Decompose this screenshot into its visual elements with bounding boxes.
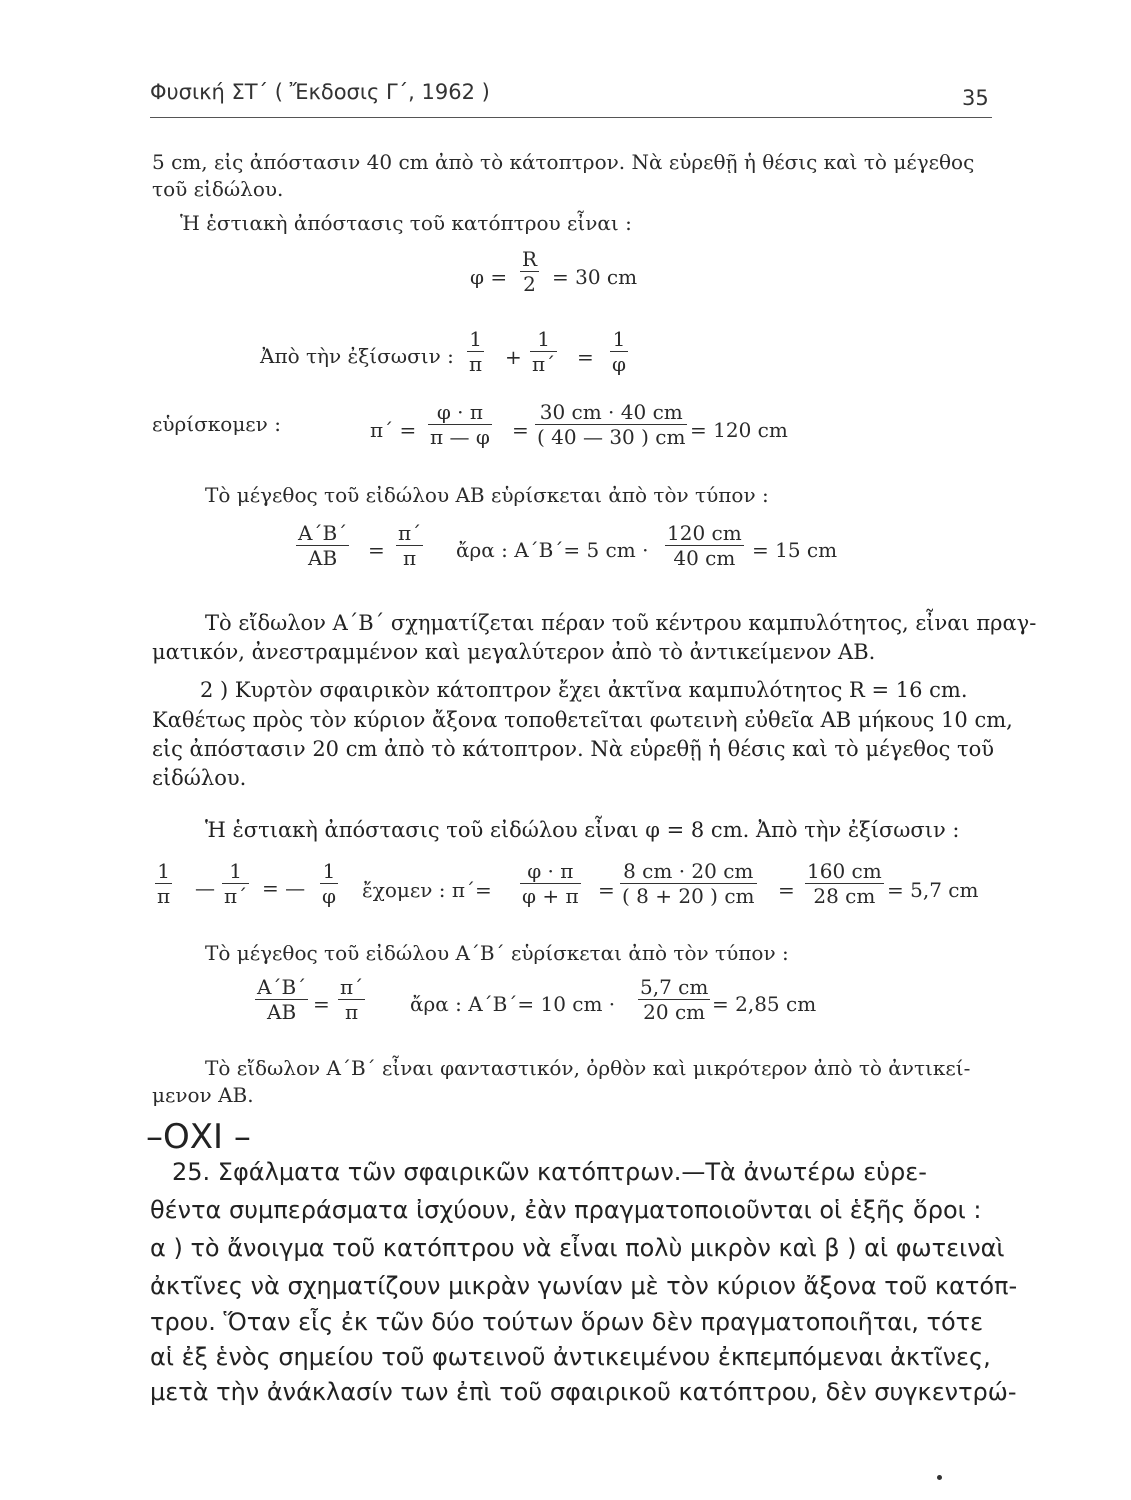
section-title: 25. Σφάλματα τῶν σφαιρικῶν κατόπτρων. [172, 1158, 682, 1186]
math-text: ἔχομεν : π΄= [362, 878, 492, 902]
text-line: Τὸ εἴδωλον Α΄Β΄ εἶναι φανταστικόν, ὀρθὸν καὶ μικρότερον ἀπὸ τὸ ἀντικεί- [205, 1056, 971, 1080]
math-operator: = [778, 878, 795, 902]
text-line: ματικόν, ἀνεστραμμένον καὶ μεγαλύτερον ἀπὸ τὸ ἀντικείμενον ΑΒ. [152, 640, 876, 664]
math-text: ἄρα : Α΄Β΄= 10 cm · [410, 992, 616, 1016]
text-line: μετὰ τὴν ἀνάκλασίν των ἐπὶ τοῦ σφαιρικοῦ κατόπτρου, δὲν συγκεντρώ- [150, 1378, 1017, 1406]
numerator: φ · π [520, 859, 581, 884]
numerator: π΄ [340, 975, 364, 999]
denominator: π [469, 352, 483, 376]
text-line: τοῦ εἰδώλου. [152, 177, 284, 201]
text-line: μενον ΑΒ. [152, 1083, 254, 1107]
text-line: Ἡ ἑστιακὴ ἀπόστασις τοῦ κατόπτρου εἶναι : [180, 211, 632, 235]
fraction [296, 521, 349, 570]
denominator: π — φ [430, 425, 490, 449]
denominator: 40 cm [673, 546, 736, 570]
numerator: 1 [222, 859, 249, 884]
section-lead-text: —Τὰ ἀνωτέρω εὑρε- [681, 1158, 927, 1186]
math-operator: — [195, 876, 215, 900]
scan-speck [937, 1475, 942, 1480]
denominator: ΑΒ [308, 546, 338, 570]
eq-rhs: = 120 cm [690, 418, 788, 442]
denominator: ( 40 — 30 ) cm [537, 425, 686, 449]
eq-rhs: = 2,85 cm [712, 992, 817, 1016]
denominator: 28 cm [813, 884, 876, 908]
denominator: φ [612, 352, 627, 376]
fraction [520, 247, 539, 296]
page-number: 35 [962, 86, 989, 110]
fraction [638, 975, 710, 1024]
text-line: εἰς ἀπόστασιν 20 cm ἀπὸ τὸ κάτοπτρον. Νὰ εὑρεθῇ ἡ θέσις καὶ τὸ μέγεθος τοῦ [152, 737, 995, 761]
numerator: Α΄Β΄ [257, 975, 307, 999]
fraction [535, 400, 687, 449]
numerator: 1 [467, 327, 484, 352]
fraction [610, 327, 628, 376]
eq-lhs: π΄ = [370, 418, 417, 442]
text-line: 2 ) Κυρτὸν σφαιρικὸν κάτοπτρον ἔχει ἀκτῖνα καμπυλότητος R = 16 cm. [200, 678, 968, 702]
eq-rhs: = 5,7 cm [887, 878, 979, 902]
fraction [530, 327, 557, 376]
fraction [396, 521, 423, 570]
fraction [428, 400, 492, 449]
numerator: π΄ [398, 521, 422, 545]
numerator: 160 cm [807, 859, 882, 883]
math-operator: = [512, 418, 529, 442]
text-line: ἀκτῖνες νὰ σχηματίζουν μικρὰν γωνίαν μὲ τὸν κύριον ἄξονα τοῦ κατόπ- [150, 1272, 1018, 1300]
header-rule [150, 117, 992, 118]
text-line: Τὸ εἴδωλον Α΄Β΄ σχηματίζεται πέραν τοῦ κέντρου καμπυλότητος, εἶναι πραγ- [205, 611, 1037, 635]
denominator: φ + π [522, 884, 579, 908]
denominator: π΄ [224, 884, 248, 908]
fraction [620, 859, 757, 908]
fraction [338, 975, 365, 1024]
numerator: φ · π [428, 400, 492, 425]
denominator: 20 cm [643, 1000, 706, 1024]
numerator: 8 cm · 20 cm [620, 859, 757, 884]
denominator: 2 [523, 272, 536, 296]
numerator: 1 [155, 859, 172, 884]
math-operator: = — [262, 876, 306, 900]
numerator: 1 [610, 327, 628, 352]
fraction [805, 859, 884, 908]
math-operator: = [313, 992, 330, 1016]
fraction [155, 859, 172, 908]
fraction [320, 859, 338, 908]
section-heading [172, 1158, 927, 1186]
text-line: θέντα συμπεράσματα ἰσχύουν, ἐὰν πραγματοποιοῦνται οἱ ἑξῆς ὅροι : [150, 1196, 982, 1224]
math-operator: = [368, 538, 385, 562]
math-operator: + [505, 345, 522, 369]
math-operator: = [598, 878, 615, 902]
running-header-title: Φυσική ΣΤ΄ ( Ἔκδοσις Γ΄, 1962 ) [150, 80, 490, 104]
denominator: ( 8 + 20 ) cm [622, 884, 755, 908]
denominator: φ [322, 884, 337, 908]
fraction [222, 859, 249, 908]
denominator: ΑΒ [267, 1000, 297, 1024]
eq-rhs: = 30 cm [552, 265, 638, 289]
denominator: π [157, 884, 171, 908]
text-line: Τὸ μέγεθος τοῦ εἰδώλου ΑΒ εὑρίσκεται ἀπὸ τὸν τύπον : [205, 483, 769, 507]
numerator: 1 [530, 327, 557, 352]
eq-lhs: φ = [470, 265, 508, 289]
label-text: Ἀπὸ τὴν ἐξίσωσιν : [260, 344, 454, 368]
numerator: 5,7 cm [640, 975, 709, 999]
text-line: αἱ ἐξ ἑνὸς σημείου τοῦ φωτεινοῦ ἀντικειμένου ἐκπεμπόμεναι ἀκτῖνες, [150, 1343, 991, 1371]
denominator: π [403, 546, 417, 570]
fraction [255, 975, 308, 1024]
denominator: π [345, 1000, 359, 1024]
fraction [467, 327, 484, 376]
math-operator: = [577, 345, 594, 369]
text-line: Τὸ μέγεθος τοῦ εἰδώλου Α΄Β΄ εὑρίσκεται ἀπὸ τὸν τύπον : [205, 941, 789, 965]
math-text: ἄρα : Α΄Β΄= 5 cm · [456, 538, 649, 562]
text-line: εἰδώλου. [152, 766, 247, 790]
numerator: 30 cm · 40 cm [535, 400, 687, 425]
text-line: Ἡ ἑστιακὴ ἀπόστασις τοῦ εἰδώλου εἶναι φ = 8 cm. Ἀπὸ τὴν ἐξίσωσιν : [205, 818, 960, 842]
text-line: Καθέτως πρὸς τὸν κύριον ἄξονα τοποθετεῖται φωτεινὴ εὐθεῖα ΑΒ μήκους 10 cm, [152, 708, 1013, 732]
numerator: R [522, 247, 538, 271]
numerator: 120 cm [667, 521, 742, 545]
denominator: π΄ [532, 352, 556, 376]
text-line: α ) τὸ ἄνοιγμα τοῦ κατόπτρου νὰ εἶναι πολὺ μικρὸν καὶ β ) αἱ φωτειναὶ [150, 1234, 1005, 1262]
text-line: τρου. Ὅταν εἷς ἐκ τῶν δύο τούτων ὅρων δὲν πραγματοποιῆται, τότε [150, 1308, 984, 1336]
numerator: 1 [320, 859, 338, 884]
text-line: 5 cm, εἰς ἀπόστασιν 40 cm ἀπὸ τὸ κάτοπτρον. Νὰ εὑρεθῇ ἡ θέσις καὶ τὸ μέγεθος [152, 150, 975, 174]
label-text: εὑρίσκομεν : [152, 412, 281, 436]
fraction [520, 859, 581, 908]
handwritten-note: –ΟΧΙ – [146, 1117, 251, 1157]
numerator: Α΄Β΄ [298, 521, 348, 545]
fraction [665, 521, 744, 570]
eq-rhs: = 15 cm [752, 538, 838, 562]
